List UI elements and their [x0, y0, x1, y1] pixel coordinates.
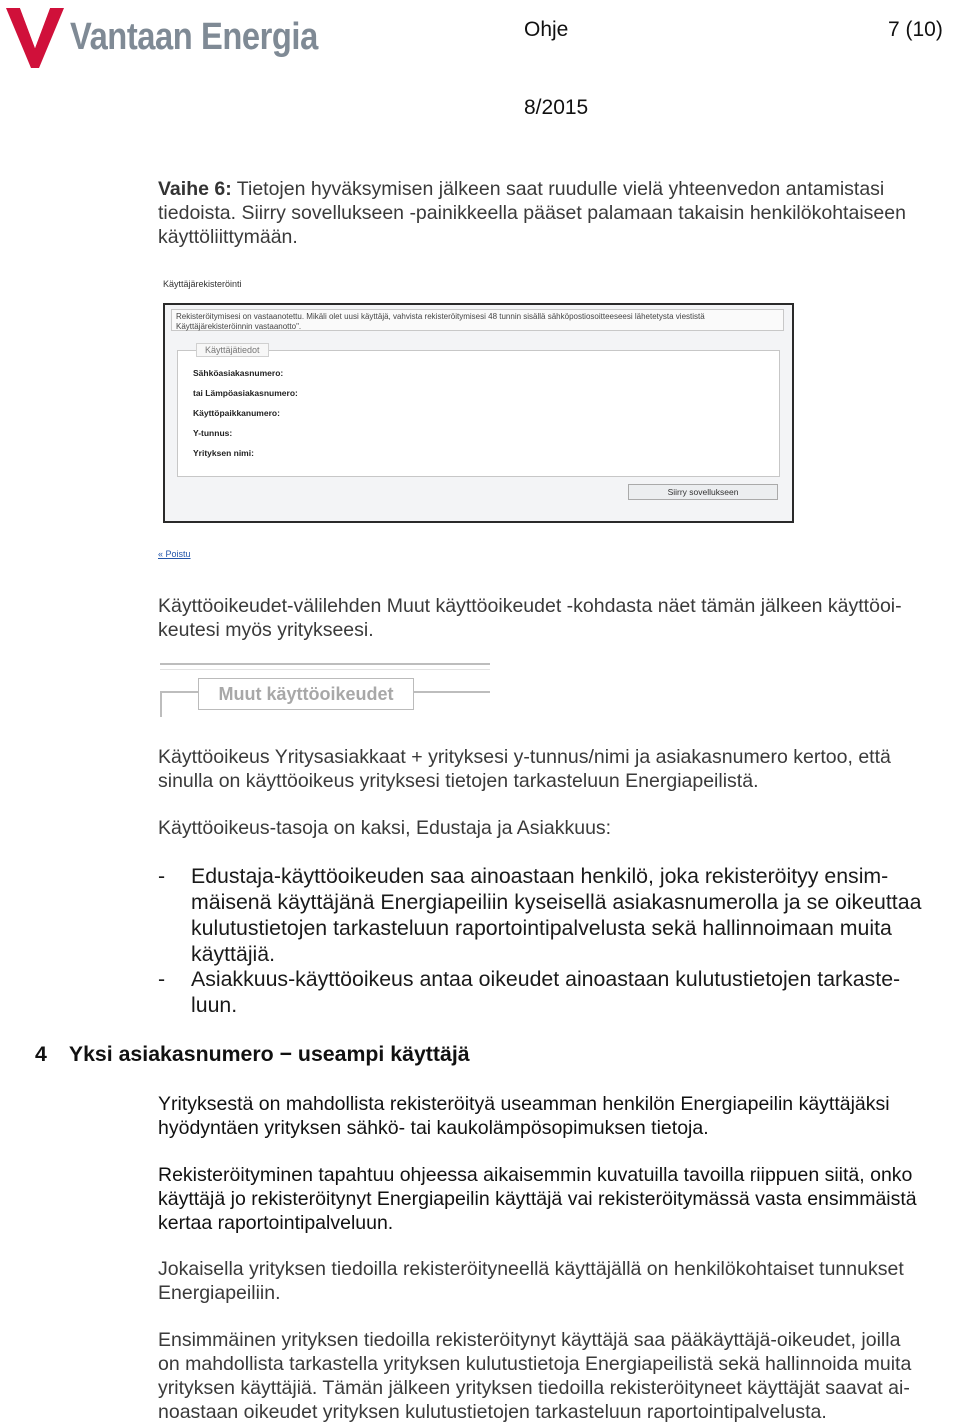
user-info-fieldset [177, 345, 780, 477]
section-heading [35, 1042, 470, 1067]
step-label: Vaihe 6: [158, 178, 232, 200]
s4-paragraph-4: Ensimmäinen yrityksen tiedoilla rekisteröitynyt käyttäjä saa pääkäyttäjä-oikeudet, joilla on mahdollista tarkastella yrityksen kulutustietoja Energiapeilistä sekä hallinnoida muita yrityksen käyttäjiä. Tämän jälkeen yrityksen tiedoilla rekisteröityneet käyttäjät saavat ai- noastaan oikeudet yrityksen kulutustietojen tarkasteluun raportointipalvelusta. [158, 1329, 912, 1423]
field-electricity-customer-number: Sähköasiakasnumero: [193, 368, 284, 378]
section-title: Yksi asiakasnumero − useampi käyttäjä [68, 1042, 470, 1066]
registration-page-title: Käyttäjärekisteröinti [163, 279, 242, 289]
field-business-id: Y-tunnus: [193, 428, 233, 438]
doc-type: Ohje [524, 18, 569, 41]
field-heat-customer-number: tai Lämpöasiakasnumero: [193, 388, 298, 398]
field-company-name: Yrityksen nimi: [193, 448, 254, 458]
paragraph-access-right: Käyttöoikeus Yritysasiakkaat + yrityksesi y-tunnus/nimi ja asiakasnumero kertoo, että sinulla on käyttöoikeus yrityksesi tietojen tarkasteluun Energiapeilistä. [158, 746, 891, 792]
s4-paragraph-3: Jokaisella yrityksen tiedoilla rekisteröityneellä käyttäjällä on henkilökohtaiset tunnukset Energiapeiliin. [158, 1258, 904, 1304]
registration-notice: Rekisteröitymisesi on vastaanotettu. Mikäli olet uusi käyttäjä, vahvista rekisteröitymisesi 48 tunnin sisällä sähköpostiosoitteeseesi lähetetysta viestistä Käyttäjärekisteröinnin vastaanotto". [171, 309, 784, 331]
paragraph-other-rights: Käyttöoikeudet-välilehden Muut käyttöoikeudet -kohdasta näet tämän jälkeen käyttöoi- keutesi myös yritykseesi. [158, 595, 902, 641]
field-site-number: Käyttöpaikkanumero: [193, 408, 280, 418]
logout-link[interactable]: « Poistu [158, 549, 191, 559]
vantaan-energia-logo-icon [6, 6, 64, 70]
paragraph-levels: Käyttöoikeus-tasoja on kaksi, Edustaja ja Asiakkuus: [158, 817, 612, 839]
page-number: 7 (10) [888, 18, 943, 41]
doc-date: 8/2015 [524, 96, 589, 119]
brand-name: Vantaan Energia [70, 16, 318, 58]
intro-paragraph: Vaihe 6: Tietojen hyväksymisen jälkeen saat ruudulle vielä yhteenvedon antamistasi tiedoista. Siirry sovellukseen -painikkeella pääset palamaan takaisin henkilökohtaiseen käyttöliittymään. [158, 178, 906, 248]
registration-summary-screenshot [163, 303, 794, 523]
list-item: - Asiakkuus-käyttöoikeus antaa oikeudet ainoastaan kulutustietojen tarkaste- luun. [158, 967, 901, 1017]
other-rights-tab-screenshot [160, 663, 490, 719]
list-item: - Edustaja-käyttöoikeuden saa ainoastaan henkilö, joka rekisteröityy ensim- mäisenä käyttäjänä Energiapeiliin kyseisellä asiakasnumerolla ja se oikeuttaa kulutustietojen tarkasteluun raportointipalvelusta sekä hallinnoimaan muita käyttäjiä. [158, 864, 922, 966]
section-number: 4 [35, 1042, 47, 1066]
user-info-legend: Käyttäjätiedot [196, 343, 269, 357]
go-to-application-button[interactable]: Siirry sovellukseen [628, 484, 778, 500]
s4-paragraph-2: Rekisteröityminen tapahtuu ohjeessa aikaisemmin kuvatuilla tavoilla riippuen siitä, onko käyttäjä jo rekisteröitynyt Energiapeilin käyttäjä vai rekisteröitymässä vasta ensimmäistä kertaa raportointipalveluun. [158, 1164, 917, 1234]
s4-paragraph-1: Yrityksestä on mahdollista rekisteröityä useamman henkilön Energiapeilin käyttäjäksi hyödyntäen yrityksen sähkö- tai kaukolämpösopimuksen tietoja. [158, 1093, 890, 1139]
tab-other-rights[interactable]: Muut käyttöoikeudet [198, 678, 414, 710]
